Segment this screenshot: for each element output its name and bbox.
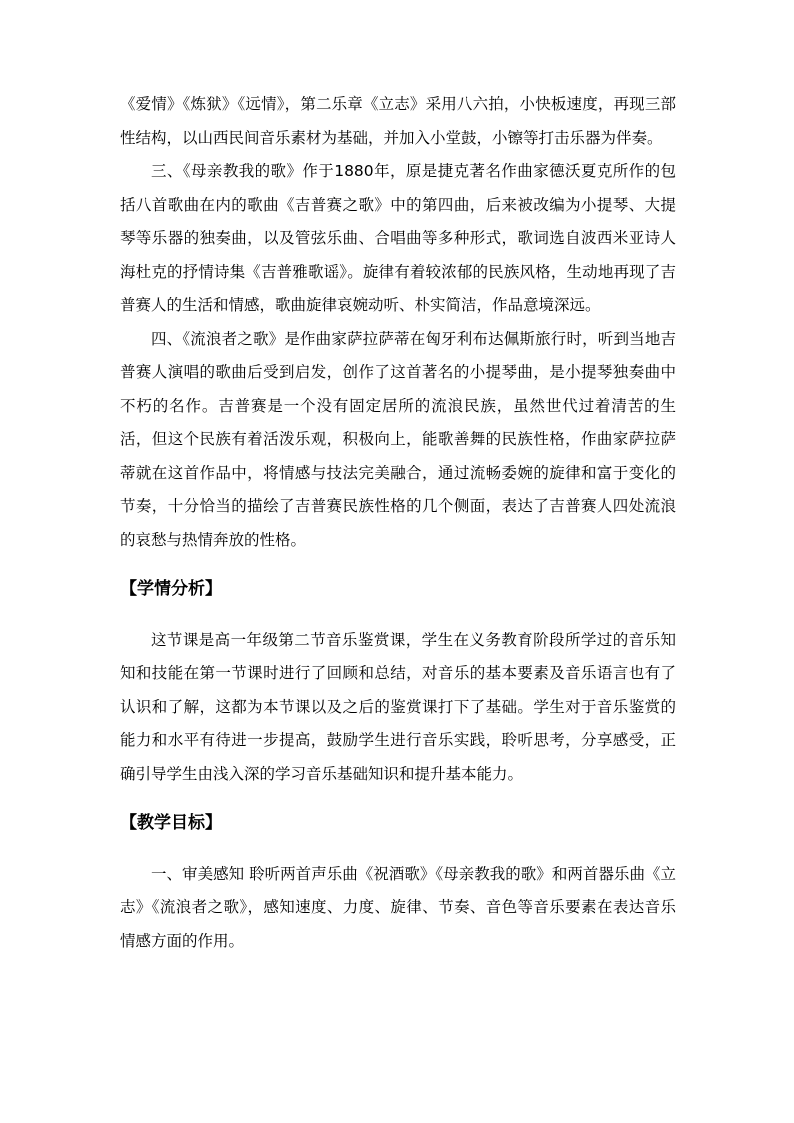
spacer [120, 557, 676, 573]
section-heading-student-analysis: 【学情分析】 [120, 579, 222, 599]
spacer [120, 791, 676, 807]
paragraph-zigeunerweisen: 四、《流浪者之歌》是作曲家萨拉萨蒂在匈牙利布达佩斯旅行时，听到当地吉普赛人演唱的歌曲后受到启发，创作了这首著名的小提琴曲，是小提琴独奏曲中不朽的名作。吉普赛是一个没有固定居所的流浪民族，虽然世代过着清苦的生活，但这个民族有着活泼乐观，积极向上，能歌善舞的民族性格，作曲家萨拉萨蒂就在这首作品中，将情感与技法完美融合，通过流畅委婉的旋律和富于变化的节奏，十分恰当的描绘了吉普赛民族性格的几个侧面，表达了吉普赛人四处流浪的哀愁与热情奔放的性格。 [120, 329, 676, 549]
spacer [120, 607, 676, 624]
paragraph-student-analysis: 这节课是高一年级第二节音乐鉴赏课，学生在义务教育阶段所学过的音乐知知和技能在第一节课时进行了回顾和总结，对音乐的基本要素及音乐语言也有了认识和了解，这都为本节课以及之后的鉴赏课打下了基础。学生对于音乐鉴赏的能力和水平有待进一步提高，鼓励学生进行音乐实践，聆听思考，分享感受，正确引导学生由浅入深的学习音乐基础知识和提升基本能力。 [120, 630, 676, 783]
paragraph-continuation: 《爱情》《炼狱》《远情》，第二乐章《立志》采用八六拍，小快板速度，再现三部性结构，以山西民间音乐素材为基础，并加入小堂鼓，小镲等打击乐器为伴奏。 [120, 95, 676, 147]
paragraph-teaching-goals: 一、审美感知 聆听两首声乐曲《祝酒歌》《母亲教我的歌》和两首器乐曲《立志》《流浪者之歌》，感知速度、力度、旋律、节奏、音色等音乐要素在表达音乐情感方面的作用。 [120, 864, 676, 950]
paragraph-mother-song: 三、《母亲教我的歌》作于1880年，原是捷克著名作曲家德沃夏克所作的包括八首歌曲在内的歌曲《吉普赛之歌》中的第四曲，后来被改编为小提琴、大提琴等乐器的独奏曲，以及管弦乐曲、合唱曲等多种形式，歌词选自波西米亚诗人海杜克的抒情诗集《吉普雅歌谣》。旋律有着较浓郁的民族风格，生动地再现了吉普赛人的生活和情感，歌曲旋律哀婉动听、朴实简洁，作品意境深远。 [120, 162, 676, 314]
section-heading-teaching-goals: 【教学目标】 [120, 813, 222, 833]
spacer [120, 841, 676, 858]
document-body [120, 88, 676, 958]
